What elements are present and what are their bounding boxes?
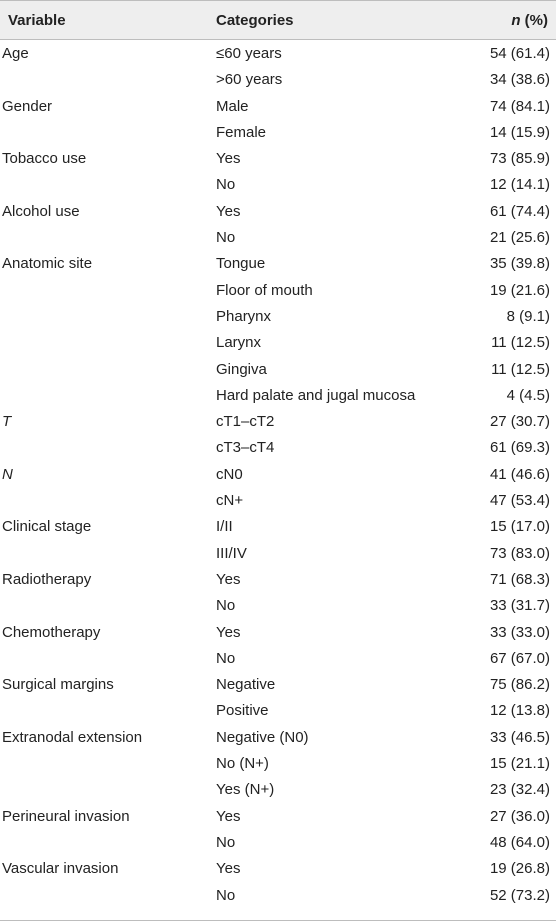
cell-category: Negative xyxy=(216,676,276,694)
cell-n-percent: 75 (86.2) xyxy=(489,676,550,694)
cell-variable: Age xyxy=(2,45,29,62)
cell-n-percent: 14 (15.9) xyxy=(489,123,550,141)
cell-n-percent: 21 (25.6) xyxy=(489,229,550,247)
cell-n-percent: 11 (12.5) xyxy=(491,360,550,378)
cell-category: Yes xyxy=(216,570,241,588)
table-row xyxy=(0,855,556,881)
table-row xyxy=(0,93,556,119)
cell-n-percent: 73 (85.9) xyxy=(489,150,550,168)
table-row xyxy=(0,66,556,92)
cell-n-percent: 35 (39.8) xyxy=(489,255,550,273)
table-row xyxy=(0,882,556,908)
cell-variable: N xyxy=(2,465,13,483)
cell-category: No xyxy=(216,886,236,904)
cell-variable: Clinical stage xyxy=(2,518,92,536)
cell-n-percent: 19 (21.6) xyxy=(489,281,550,299)
cell-variable: Radiotherapy xyxy=(2,570,92,588)
cell-n-percent: 15 (17.0) xyxy=(489,518,550,536)
cell-category: No xyxy=(216,649,236,667)
cell-n-percent: 12 (13.8) xyxy=(489,702,550,720)
cell-category: cT3–cT4 xyxy=(216,439,275,457)
table-row xyxy=(0,487,556,513)
table-row xyxy=(0,408,556,434)
cell-n-percent: 15 (21.1) xyxy=(489,755,550,773)
cell-variable: Alcohol use xyxy=(2,202,80,220)
table-row xyxy=(0,198,556,224)
header-percent: (%) xyxy=(520,12,548,29)
cell-category: Yes xyxy=(216,202,241,220)
cell-n-percent: 61 (69.3) xyxy=(489,439,550,457)
cell-n-percent: 11 (12.5) xyxy=(491,334,550,352)
table-row xyxy=(0,513,556,539)
cell-n-percent: 27 (36.0) xyxy=(489,807,550,825)
header-categories: Categories xyxy=(216,12,294,29)
cell-category: Yes (N+) xyxy=(216,781,275,799)
cell-n-percent: 27 (30.7) xyxy=(489,413,550,431)
cell-variable: Chemotherapy xyxy=(2,623,101,641)
cell-n-percent: 4 (4.5) xyxy=(506,386,550,404)
table-row xyxy=(0,277,556,303)
table-row xyxy=(0,540,556,566)
table-row xyxy=(0,171,556,197)
cell-category: >60 years xyxy=(216,71,283,89)
cell-n-percent: 47 (53.4) xyxy=(489,492,550,510)
table-row xyxy=(0,40,556,66)
table-row xyxy=(0,803,556,829)
cell-n-percent: 71 (68.3) xyxy=(489,570,550,588)
table-bottom-rule xyxy=(0,920,556,921)
cell-category: III/IV xyxy=(216,544,247,562)
cell-n-percent: 52 (73.2) xyxy=(489,886,550,904)
cell-n-percent: 12 (14.1) xyxy=(489,176,550,194)
cell-n-percent: 54 (61.4) xyxy=(489,45,550,62)
cell-category: No xyxy=(216,176,236,194)
cell-category: No xyxy=(216,833,236,851)
cell-variable: Anatomic site xyxy=(2,255,93,273)
cell-category: Negative (N0) xyxy=(216,728,309,746)
table-row xyxy=(0,776,556,802)
header-variable: Variable xyxy=(8,12,66,29)
cell-n-percent: 33 (33.0) xyxy=(489,623,550,641)
cell-n-percent: 8 (9.1) xyxy=(506,307,550,325)
table-row xyxy=(0,145,556,171)
cell-n-percent: 48 (64.0) xyxy=(489,833,550,851)
cell-category: Gingiva xyxy=(216,360,267,378)
cell-category: Yes xyxy=(216,623,241,641)
cell-category: No (N+) xyxy=(216,755,269,773)
cell-n-percent: 74 (84.1) xyxy=(489,97,550,115)
table-row xyxy=(0,434,556,460)
table-row xyxy=(0,356,556,382)
cell-category: Hard palate and jugal mucosa xyxy=(216,386,416,404)
cell-category: Pharynx xyxy=(216,307,272,325)
cell-category: I/II xyxy=(216,518,233,536)
cell-category: Floor of mouth xyxy=(216,281,313,299)
cell-category: Larynx xyxy=(216,334,262,352)
cell-category: Female xyxy=(216,123,267,141)
cell-n-percent: 41 (46.6) xyxy=(489,465,550,483)
cell-n-percent: 19 (26.8) xyxy=(489,860,550,878)
cell-n-percent: 33 (46.5) xyxy=(489,728,550,746)
cell-category: cN0 xyxy=(216,465,243,483)
cell-category: cN+ xyxy=(216,492,244,510)
cell-category: Tongue xyxy=(216,255,266,273)
table-row xyxy=(0,645,556,671)
table-row xyxy=(0,250,556,276)
cell-category: No xyxy=(216,597,236,615)
table-row xyxy=(0,697,556,723)
table-row xyxy=(0,119,556,145)
cell-n-percent: 67 (67.0) xyxy=(489,649,550,667)
cell-n-percent: 33 (31.7) xyxy=(489,597,550,615)
cell-category: Male xyxy=(216,97,249,115)
cell-category: cT1–cT2 xyxy=(216,413,275,431)
cell-n-percent: 23 (32.4) xyxy=(489,781,550,799)
cell-variable: Gender xyxy=(2,97,53,115)
table-row xyxy=(0,329,556,355)
cell-n-percent: 34 (38.6) xyxy=(489,71,550,89)
cell-n-percent: 73 (83.0) xyxy=(489,544,550,562)
table-row xyxy=(0,671,556,697)
cell-variable: Tobacco use xyxy=(2,150,87,168)
cell-category: Positive xyxy=(216,702,269,720)
cell-category: Yes xyxy=(216,807,241,825)
table-row xyxy=(0,224,556,250)
table-row xyxy=(0,592,556,618)
cell-variable: Vascular invasion xyxy=(2,860,119,878)
cell-category: Yes xyxy=(216,860,241,878)
table-row xyxy=(0,382,556,408)
table-row xyxy=(0,566,556,592)
cell-variable: T xyxy=(2,413,12,431)
table-header xyxy=(0,0,556,40)
table-row xyxy=(0,619,556,645)
table-row xyxy=(0,303,556,329)
header-n-percent xyxy=(511,11,548,31)
cell-category: Yes xyxy=(216,150,241,168)
cell-variable: Extranodal extension xyxy=(2,728,143,746)
table-row xyxy=(0,461,556,487)
table-row xyxy=(0,829,556,855)
table-row xyxy=(0,750,556,776)
table-row xyxy=(0,724,556,750)
cell-variable: Surgical margins xyxy=(2,676,114,694)
cell-category: No xyxy=(216,229,236,247)
cell-variable: Perineural invasion xyxy=(2,807,130,825)
cell-category: ≤60 years xyxy=(216,45,282,62)
header-n: n xyxy=(511,12,521,29)
cell-n-percent: 61 (74.4) xyxy=(489,202,550,220)
table-body xyxy=(0,40,556,908)
